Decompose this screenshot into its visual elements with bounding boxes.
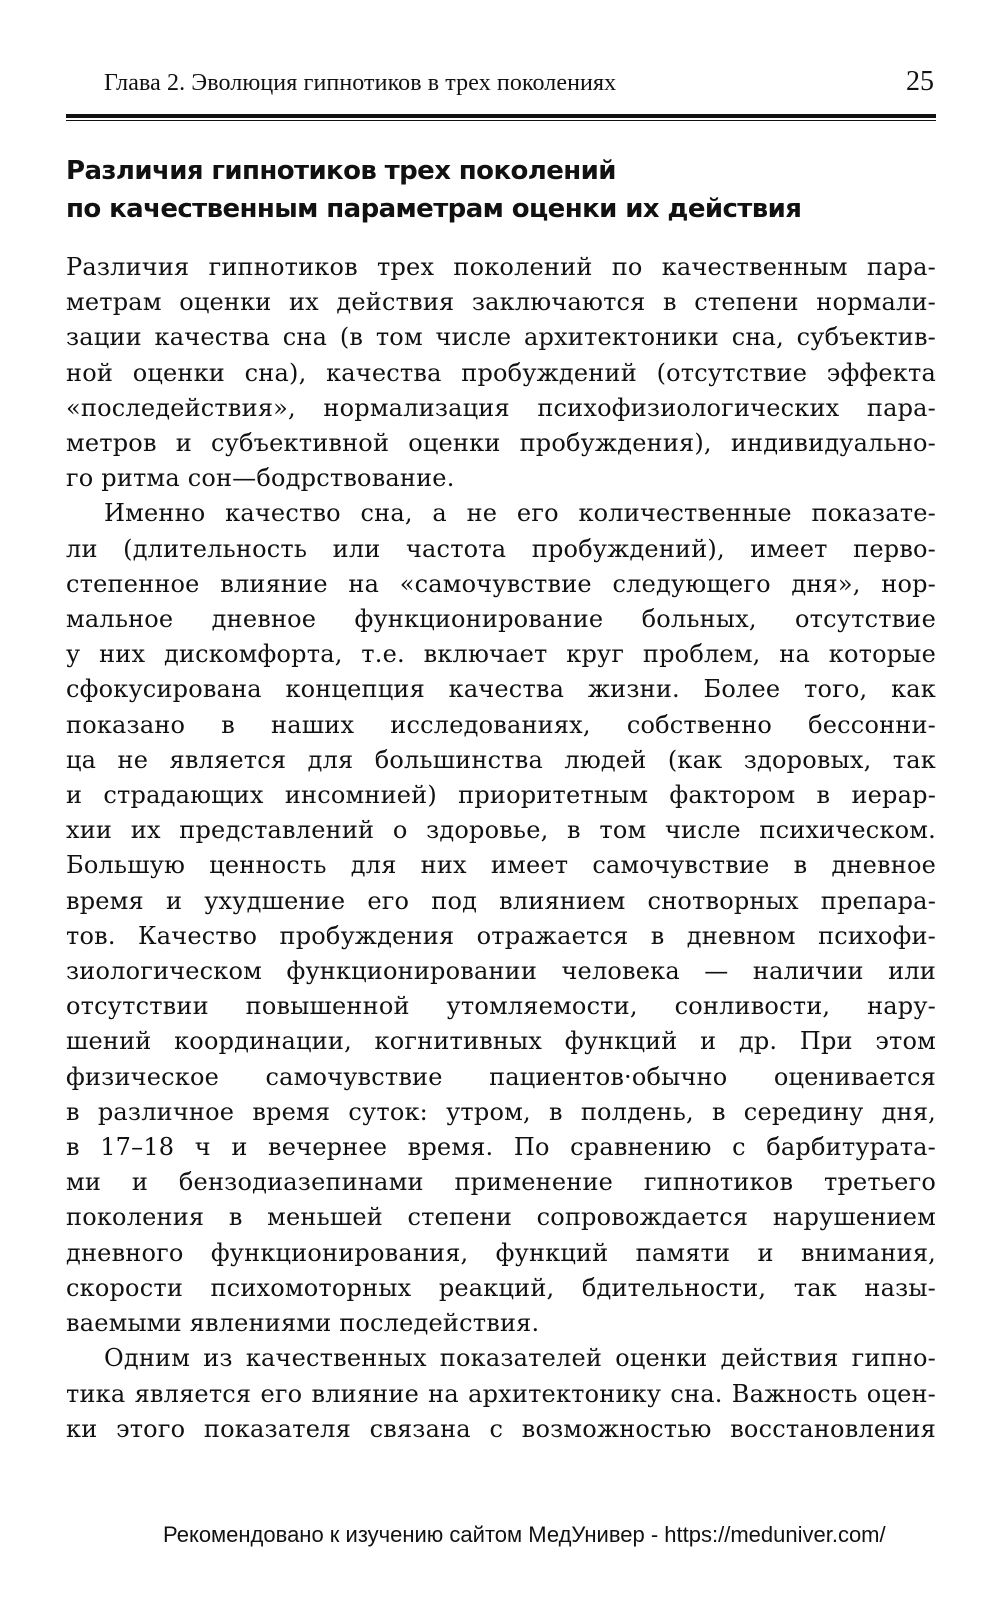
text-line: показано в наших исследованиях, собственно бессонни- bbox=[66, 710, 936, 739]
text-line: Большую ценность для них имеет самочувствие в дневное bbox=[66, 851, 936, 880]
text-line: в различное время суток: утром, в полдень, в середину дня, bbox=[66, 1097, 936, 1126]
text-line: отсутствии повышенной утомляемости, сонливости, нару- bbox=[66, 992, 936, 1021]
text-line: тика является его влияние на архитектонику сна. Важность оцен- bbox=[66, 1379, 936, 1408]
text-line: степенное влияние на «самочувствие следующего дня», нор- bbox=[66, 569, 936, 598]
running-header bbox=[104, 68, 934, 108]
paragraph-1 bbox=[66, 250, 936, 496]
text-line: ми и бензодиазепинами применение гипнотиков третьего bbox=[66, 1168, 936, 1197]
text-line: ли (длительность или частота пробуждений), имеет перво- bbox=[66, 534, 936, 563]
text-line: ваемыми явлениями последействия. bbox=[66, 1309, 540, 1338]
text-line: ца не является для большинства людей (как здоровых, так bbox=[66, 745, 936, 774]
text-line: Одним из качественных показателей оценки действия гипно- bbox=[104, 1344, 936, 1373]
text-line: тов. Качество пробуждения отражается в дневном психофи- bbox=[66, 921, 936, 950]
text-line: го ритма сон—бодрствование. bbox=[66, 464, 455, 493]
text-line: и страдающих инсомнией) приоритетным фактором в иерар- bbox=[66, 781, 936, 810]
footer-watermark-note: Рекомендовано к изучению сайтом МедУнивер - https://meduniver.com/ bbox=[163, 1522, 886, 1547]
paragraph-3 bbox=[66, 1341, 936, 1447]
text-line: физическое самочувствие пациентов·обычно оценивается bbox=[66, 1062, 936, 1091]
section-heading bbox=[66, 152, 926, 228]
text-line: метров и субъективной оценки пробуждения), индивидуально- bbox=[66, 429, 936, 458]
text-line: ной оценки сна), качества пробуждений (отсутствие эффекта bbox=[66, 358, 936, 387]
text-line: скорости психомоторных реакций, бдительности, так назы- bbox=[66, 1273, 936, 1302]
paragraph-2 bbox=[66, 496, 936, 1341]
text-line: поколения в меньшей степени сопровождается нарушением bbox=[66, 1203, 936, 1232]
text-line: зиологическом функционировании человека — наличии или bbox=[66, 957, 936, 986]
page-number: 25 bbox=[906, 66, 934, 97]
text-line: время и ухудшение его под влиянием снотворных препара- bbox=[66, 886, 936, 915]
text-line: зации качества сна (в том числе архитектоники сна, субъектив- bbox=[66, 323, 936, 352]
text-line: «последействия», нормализация психофизиологических пара- bbox=[66, 393, 936, 422]
text-line: ки этого показателя связана с возможностью восстановления bbox=[66, 1414, 936, 1443]
text-line: шений координации, когнитивных функций и др. При этом bbox=[66, 1027, 936, 1056]
text-line: дневного функционирования, функций памяти и внимания, bbox=[66, 1238, 936, 1267]
text-line: хии их представлений о здоровье, в том числе психическом. bbox=[66, 816, 936, 845]
text-line: Именно качество сна, а не его количественные показате- bbox=[104, 499, 936, 528]
text-line: в 17–18 ч и вечернее время. По сравнению с барбитурата- bbox=[66, 1133, 936, 1162]
text-line: сфокусирована концепция качества жизни. Более того, как bbox=[66, 675, 936, 704]
text-line: Различия гипнотиков трех поколений по качественным пара- bbox=[66, 253, 936, 281]
text-line: у них дискомфорта, т.е. включает круг проблем, на которые bbox=[66, 640, 936, 669]
section-heading-line: Различия гипнотиков трех поколений bbox=[66, 156, 616, 186]
text-line: мальное дневное функционирование больных, отсутствие bbox=[66, 605, 936, 634]
body-text bbox=[66, 250, 936, 1447]
header-rule-thick bbox=[66, 114, 936, 118]
header-rule-thin bbox=[66, 120, 936, 121]
text-line: метрам оценки их действия заключаются в степени нормали- bbox=[66, 288, 936, 317]
section-heading-line: по качественным параметрам оценки их действия bbox=[66, 194, 802, 224]
chapter-title: Глава 2. Эволюция гипнотиков в трех поколениях bbox=[104, 70, 617, 96]
